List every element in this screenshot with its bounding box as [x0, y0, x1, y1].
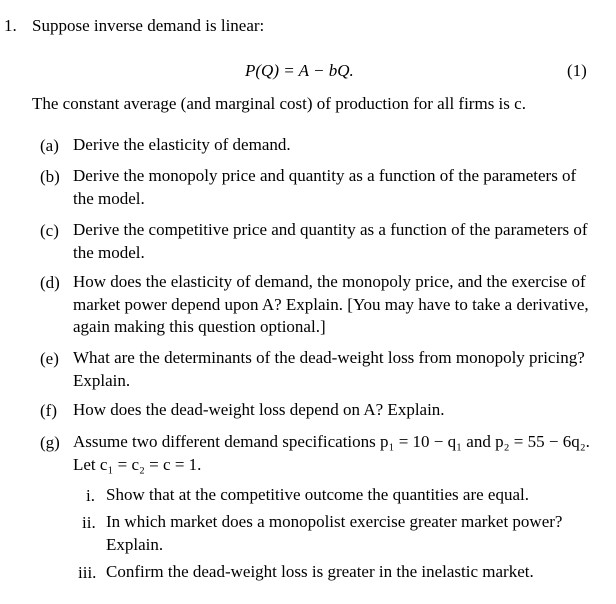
item-marker-d: (d): [40, 273, 60, 292]
subitem-marker-ii: ii.: [82, 513, 96, 532]
item-text-b: Derive the monopoly price and quantity as a function of the parameters of the model.: [73, 166, 577, 208]
subitem-marker-i: i.: [86, 486, 95, 505]
item-text-a: Derive the elasticity of demand.: [73, 135, 291, 154]
item-text-g: Assume two different demand specifications p₁ = 10 − q₁ and p₂ = 55 − 6q₂. Let c₁ = c₂ = c = 1.: [73, 432, 590, 474]
demand-equation: P(Q) = A − bQ.: [245, 61, 354, 80]
question-number: 1.: [4, 16, 17, 35]
item-marker-f: (f): [40, 401, 57, 420]
item-marker-b: (b): [40, 167, 60, 186]
subitem-marker-iii: iii.: [78, 563, 97, 582]
equation-number: (1): [567, 61, 587, 80]
item-text-e: What are the determinants of the dead-weight loss from monopoly pricing? Explain.: [73, 348, 585, 390]
item-marker-a: (a): [40, 136, 59, 155]
subitem-text-iii: Confirm the dead-weight loss is greater in the inelastic market.: [106, 562, 534, 581]
item-marker-e: (e): [40, 349, 59, 368]
subitem-text-ii: In which market does a monopolist exercise greater market power? Explain.: [106, 512, 563, 554]
item-text-c: Derive the competitive price and quantity as a function of the parameters of the model.: [73, 220, 588, 262]
question-intro: Suppose inverse demand is linear:: [32, 16, 265, 35]
item-marker-c: (c): [40, 221, 59, 240]
item-text-f: How does the dead-weight loss depend on A? Explain.: [73, 400, 445, 419]
item-marker-g: (g): [40, 433, 60, 452]
cost-sentence: The constant average (and marginal cost) of production for all firms is c.: [32, 94, 526, 113]
item-text-d: How does the elasticity of demand, the monopoly price, and the exercise of market power depend upon A? Explain. [You may have to take a derivative, again making this question optional.]: [73, 272, 589, 336]
subitem-text-i: Show that at the competitive outcome the quantities are equal.: [106, 485, 529, 504]
